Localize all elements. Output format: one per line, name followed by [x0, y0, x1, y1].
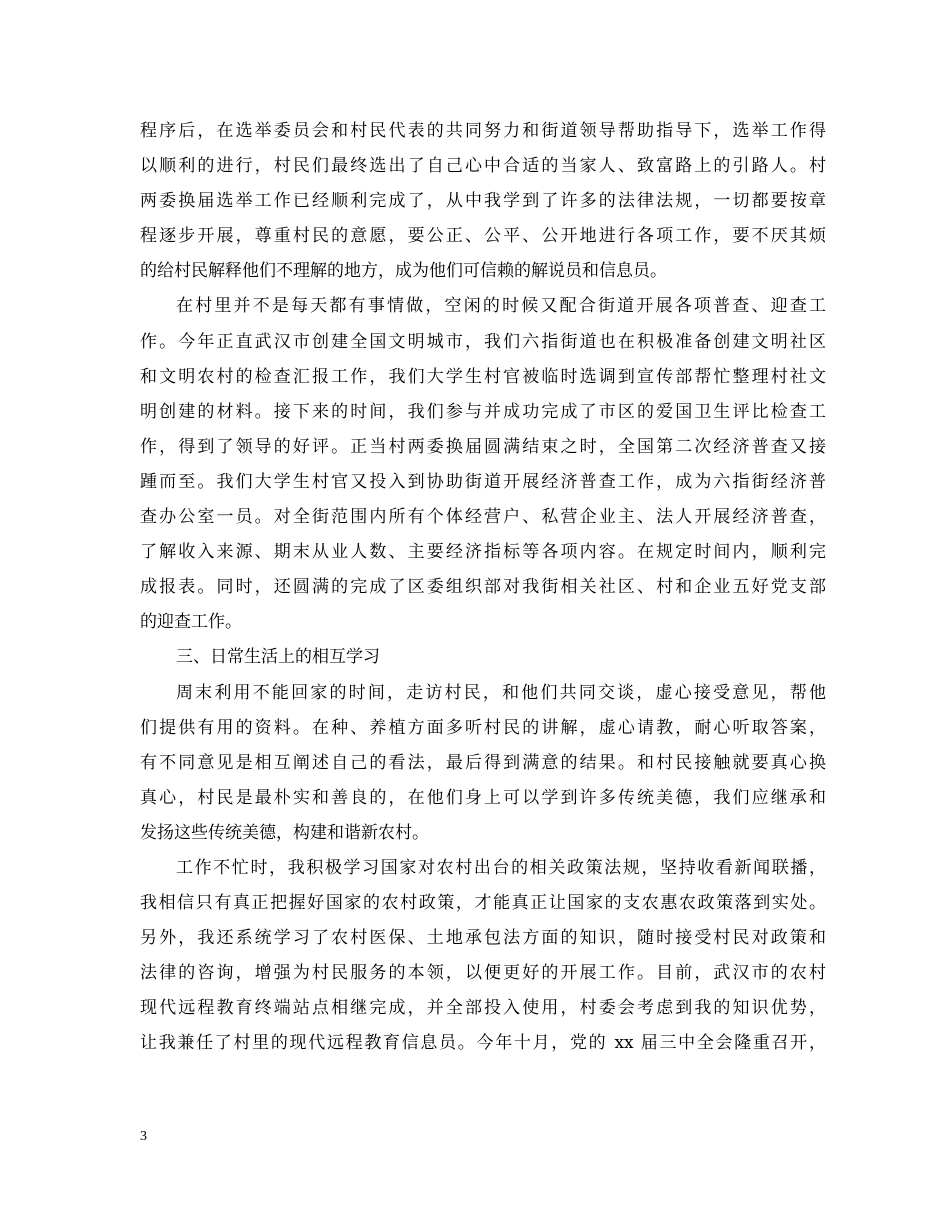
text-line: 了解收入来源、期末从业人数、主要经济指标等各项内容。在规定时间内，顺利完 [140, 542, 826, 563]
text-line: 程逐步开展，尊重村民的意愿，要公正、公平、公开地进行各项工作，要不厌其烦 [140, 226, 826, 247]
page-number: 3 [140, 1129, 147, 1144]
text-line: 作，得到了领导的好评。正当村两委换届圆满结束之时，全国第二次经济普查又接 [140, 436, 826, 457]
text-line: 踵而至。我们大学生村官又投入到协助街道开展经济普查工作，成为六指街经济普 [140, 471, 826, 492]
text-line: 让我兼任了村里的现代远程教育信息员。今年十月，党的 xx 届三中全会隆重召开， [140, 1033, 826, 1054]
text-line: 两委换届选举工作已经顺利完成了，从中我学到了许多的法律法规，一切都要按章 [140, 191, 826, 212]
text-line: 查办公室一员。对全街范围内所有个体经营户、私营企业主、法人开展经济普查， [140, 507, 826, 528]
text-line: 成报表。同时，还圆满的完成了区委组织部对我街相关社区、村和企业五好党支部 [140, 577, 826, 598]
text-line: 法律的咨询，增强为村民服务的本领，以便更好的开展工作。目前，武汉市的农村 [140, 963, 826, 984]
text-line: 现代远程教育终端站点相继完成，并全部投入使用，村委会考虑到我的知识优势， [140, 998, 826, 1019]
text-line: 的给村民解释他们不理解的地方，成为他们可信赖的解说员和信息员。 [140, 261, 667, 282]
text-line: 作。今年正直武汉市创建全国文明城市，我们六指街道也在积极准备创建文明社区 [140, 331, 826, 352]
text-line: 的迎查工作。 [140, 612, 242, 633]
text-line: 周末利用不能回家的时间，走访村民，和他们共同交谈，虚心接受意见，帮他 [176, 682, 826, 703]
text-line: 我相信只有真正把握好国家的农村政策，才能真正让国家的支农惠农政策落到实处。 [140, 893, 826, 914]
body-text [140, 114, 826, 1062]
text-line: 另外，我还系统学习了农村医保、土地承包法方面的知识，随时接受村民对政策和 [140, 928, 826, 949]
text-line: 程序后，在选举委员会和村民代表的共同努力和街道领导帮助指导下，选举工作得 [140, 121, 826, 141]
text-line: 在村里并不是每天都有事情做，空闲的时候又配合街道开展各项普查、迎查工 [176, 296, 826, 317]
text-line: 发扬这些传统美德，构建和谐新农村。 [140, 822, 429, 843]
text-line: 和文明农村的检查汇报工作，我们大学生村官被临时选调到宣传部帮忙整理村社文 [140, 366, 826, 387]
text-line: 以顺利的进行，村民们最终选出了自己心中合适的当家人、致富路上的引路人。村 [140, 156, 826, 177]
text-line: 真心，村民是最朴实和善良的，在他们身上可以学到许多传统美德，我们应继承和 [140, 787, 826, 808]
text-line: 明创建的材料。接下来的时间，我们参与并成功完成了市区的爱国卫生评比检查工 [140, 401, 826, 422]
text-line: 工作不忙时，我积极学习国家对农村出台的相关政策法规，坚持收看新闻联播， [176, 857, 826, 878]
text-line: 们提供有用的资料。在种、养植方面多听村民的讲解，虚心请教，耐心听取答案， [140, 717, 826, 738]
text-line: 三、日常生活上的相互学习 [176, 647, 380, 668]
text-line: 有不同意见是相互阐述自己的看法，最后得到满意的结果。和村民接触就要真心换 [140, 752, 826, 773]
